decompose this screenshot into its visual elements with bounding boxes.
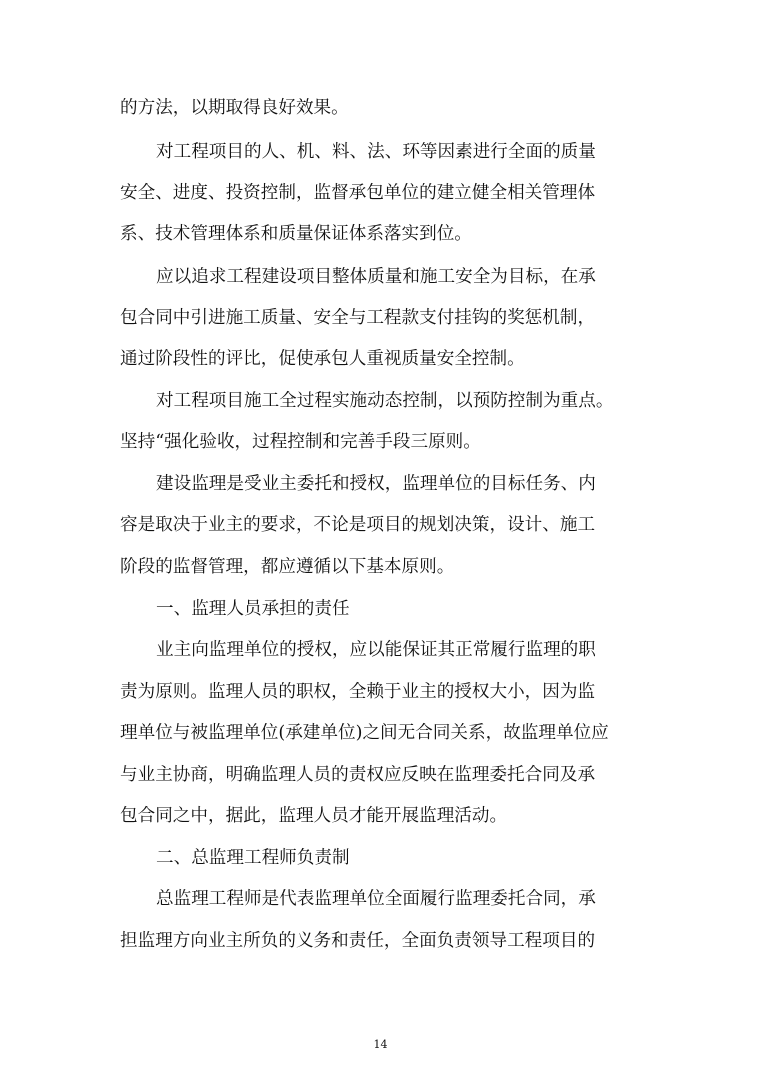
text-line: 与业主协商，明确监理人员的责权应反映在监理委托合同及承 <box>120 765 596 785</box>
text-line: 包合同中引进施工质量、安全与工程款支付挂钩的奖惩机制， <box>120 308 596 328</box>
paragraph-start: 建设监理是受业主委托和授权，监理单位的目标任务、内 <box>156 474 596 494</box>
text-line: 包合同之中，据此，监理人员才能开展监理活动。 <box>120 806 508 826</box>
paragraph-start: 应以追求工程建设项目整体质量和施工安全为目标，在承 <box>156 267 596 287</box>
text-line: 容是取决于业主的要求，不论是项目的规划决策，设计、施工 <box>120 515 596 535</box>
text-line: 系、技术管理体系和质量保证体系落实到位。 <box>120 224 472 244</box>
paragraph-start: 对工程项目的人、机、料、法、环等因素进行全面的质量 <box>156 142 596 162</box>
section-heading-2: 二、总监理工程师负责制 <box>156 848 350 868</box>
text-line: 理单位与被监理单位(承建单位)之间无合同关系，故监理单位应 <box>120 723 609 743</box>
paragraph-start: 总监理工程师是代表监理单位全面履行监理委托合同，承 <box>156 889 596 909</box>
text-line: 安全、进度、投资控制，监督承包单位的建立健全相关管理体 <box>120 183 596 203</box>
page-number: 14 <box>373 1038 388 1051</box>
text-line: 阶段的监督管理，都应遵循以下基本原则。 <box>120 557 455 577</box>
section-heading-1: 一、监理人员承担的责任 <box>156 599 350 619</box>
text-line: 通过阶段性的评比，促使承包人重视质量安全控制。 <box>120 349 525 369</box>
paragraph-start: 业主向监理单位的授权，应以能保证其正常履行监理的职 <box>156 640 596 660</box>
text-line: 的方法，以期取得良好效果。 <box>120 98 349 118</box>
text-line: 责为原则。监理人员的职权，全赖于业主的授权大小，因为监 <box>120 682 596 702</box>
paragraph-start: 对工程项目施工全过程实施动态控制，以预防控制为重点。 <box>156 391 614 411</box>
text-line: 担监理方向业主所负的义务和责任，全面负责领导工程项目的 <box>120 931 596 951</box>
text-line: 坚持“强化验收，过程控制和完善手段三原则。 <box>120 432 481 452</box>
